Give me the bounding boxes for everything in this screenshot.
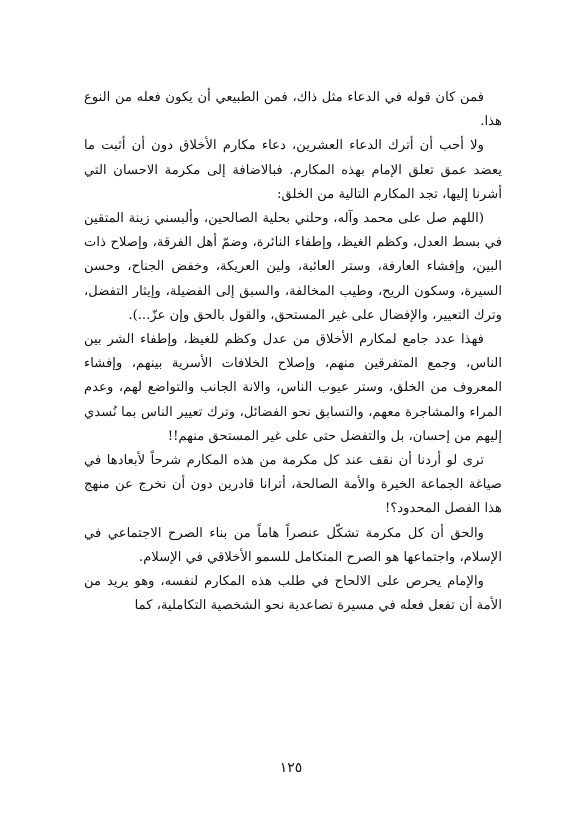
paragraph-1: فمن كان قوله في الدعاء مثل ذاك، فمن الطبيعي أن يكون فعله من النوع هذا. (84, 90, 502, 130)
paragraph-7: والإمام يحرص على الالحاح في طلب هذه المكارم لنفسه، وهو يريد من الأمة أن تفعل فعله في مسيرة تصاعدية نحو الشخصية التكاملية، كما (84, 574, 502, 614)
paragraph-6: والحق أن كل مكرمة تشكّل عنصراً هاماً من بناء الصرح الاجتماعي في الإسلام، واجتماعها هو الصرح المتكامل للسمو الأخلاقي في الإسلام. (84, 525, 502, 565)
paragraph-3-quote: (اللهم صل على محمد وآله، وحلني بحلية الصالحين، وألبسني زينة المتقين في بسط العدل، وكظم الغيظ، وإطفاء النائرة، وضمّ أهل الفرقة، وإصلاح ذات البين، وإفشاء العارفة، وستر العائبة، ولين العريكة، وخفض الجناح، وحسن السيرة، وسكون الريح، وطيب المخالفة، والسبق إلى الفضيلة، وإيثار التفضل، وترك التعيير، والإفضال على غير المستحق، والقول بالحق وإن عزّ...). (84, 211, 502, 323)
paragraph-2: ولا أحب أن أترك الدعاء العشرين، دعاء مكارم الأخلاق دون أن أثبت ما يعضد عمق تعلق الإمام بهذه المكارم. فبالاضافة إلى مكرمة الاحسان التي أشرنا إليها، تجد المكارم التالية من الخلق: (84, 138, 502, 202)
paragraph-4: فهذا عدد جامع لمكارم الأخلاق من عدل وكظم للغيظ، وإطفاء الشر بين الناس، وجمع المتفرقين منهم، وإصلاح الخلافات الأسرية بينهم، وإفشاء المعروف من الخلق، وستر عيوب الناس، والانة الجانب والتواضع لهم، وعدم المراء والمشاجرة معهم، والتسابق نحو الفضائل، وترك تعيير الناس بما نُسدي إليهم من إحسان، بل والتفضل حتى على غير المستحق منهم!! (84, 332, 502, 444)
page-number: ١٢٥ (279, 760, 303, 776)
paragraph-5: ترى لو أردنا أن نقف عند كل مكرمة من هذه المكارم شرحاً لأبعادها في صياغة الجماعة الخيرة والأمة الصالحة، أترانا قادرين دون أن نخرج عن منهج هذا الفصل المحدود؟! (84, 453, 502, 517)
body-text (84, 86, 502, 618)
